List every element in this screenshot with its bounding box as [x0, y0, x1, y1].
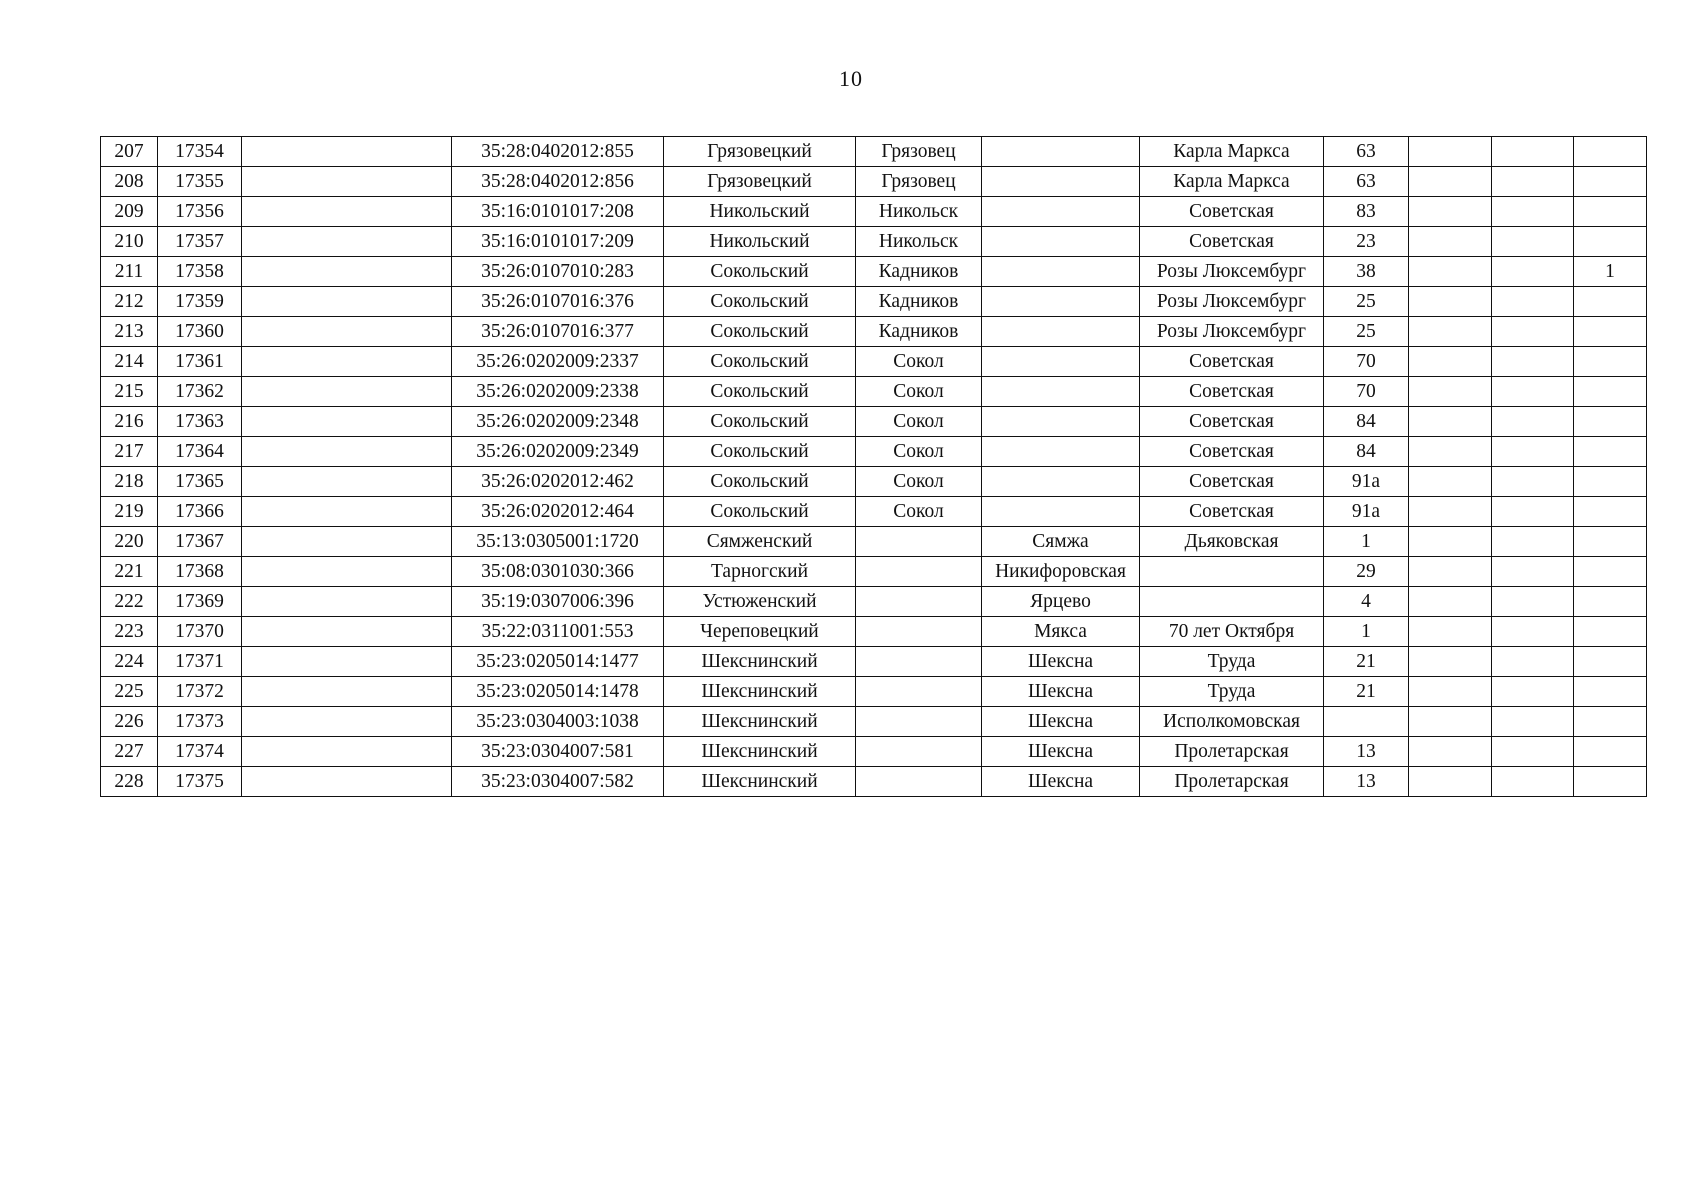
settlement-cell — [982, 137, 1140, 167]
extra-cell-3 — [1574, 557, 1647, 587]
street-cell: Советская — [1140, 497, 1324, 527]
row-number-cell: 212 — [101, 287, 158, 317]
city-cell: Кадников — [856, 317, 982, 347]
blank-cell — [242, 437, 452, 467]
settlement-cell — [982, 437, 1140, 467]
extra-cell-1 — [1409, 617, 1492, 647]
object-id-cell: 17375 — [158, 767, 242, 797]
extra-cell-2 — [1492, 227, 1574, 257]
extra-cell-3 — [1574, 647, 1647, 677]
row-number-cell: 225 — [101, 677, 158, 707]
blank-cell — [242, 227, 452, 257]
extra-cell-3 — [1574, 227, 1647, 257]
extra-cell-2 — [1492, 617, 1574, 647]
object-id-cell: 17367 — [158, 527, 242, 557]
cadastral-number-cell: 35:16:0101017:208 — [452, 197, 664, 227]
extra-cell-1 — [1409, 707, 1492, 737]
city-cell: Сокол — [856, 497, 982, 527]
extra-cell-1 — [1409, 587, 1492, 617]
blank-cell — [242, 767, 452, 797]
district-cell: Шекснинский — [664, 647, 856, 677]
extra-cell-2 — [1492, 257, 1574, 287]
extra-cell-1 — [1409, 257, 1492, 287]
city-cell: Грязовец — [856, 167, 982, 197]
row-number-cell: 208 — [101, 167, 158, 197]
city-cell: Сокол — [856, 377, 982, 407]
table-row — [101, 527, 1647, 557]
settlement-cell: Шексна — [982, 707, 1140, 737]
street-cell: Советская — [1140, 347, 1324, 377]
cadastral-number-cell: 35:26:0202009:2338 — [452, 377, 664, 407]
house-number-cell: 13 — [1324, 767, 1409, 797]
extra-cell-3 — [1574, 347, 1647, 377]
blank-cell — [242, 467, 452, 497]
extra-cell-2 — [1492, 347, 1574, 377]
extra-cell-1 — [1409, 677, 1492, 707]
settlement-cell: Шексна — [982, 677, 1140, 707]
city-cell — [856, 647, 982, 677]
cadastral-number-cell: 35:26:0107016:377 — [452, 317, 664, 347]
district-cell: Шекснинский — [664, 677, 856, 707]
district-cell: Череповецкий — [664, 617, 856, 647]
district-cell: Шекснинский — [664, 737, 856, 767]
district-cell: Сокольский — [664, 377, 856, 407]
district-cell: Устюженский — [664, 587, 856, 617]
blank-cell — [242, 257, 452, 287]
cadastral-number-cell: 35:26:0202012:462 — [452, 467, 664, 497]
extra-cell-2 — [1492, 587, 1574, 617]
extra-cell-3 — [1574, 407, 1647, 437]
extra-cell-2 — [1492, 767, 1574, 797]
settlement-cell — [982, 467, 1140, 497]
extra-cell-2 — [1492, 167, 1574, 197]
row-number-cell: 222 — [101, 587, 158, 617]
street-cell: Пролетарская — [1140, 767, 1324, 797]
object-id-cell: 17357 — [158, 227, 242, 257]
blank-cell — [242, 677, 452, 707]
extra-cell-1 — [1409, 347, 1492, 377]
extra-cell-1 — [1409, 197, 1492, 227]
district-cell: Сокольский — [664, 437, 856, 467]
city-cell — [856, 557, 982, 587]
row-number-cell: 223 — [101, 617, 158, 647]
city-cell — [856, 617, 982, 647]
blank-cell — [242, 527, 452, 557]
extra-cell-3 — [1574, 617, 1647, 647]
settlement-cell: Мякса — [982, 617, 1140, 647]
street-cell: Пролетарская — [1140, 737, 1324, 767]
extra-cell-3 — [1574, 167, 1647, 197]
page-number: 10 — [839, 66, 863, 91]
extra-cell-3 — [1574, 707, 1647, 737]
city-cell: Сокол — [856, 437, 982, 467]
table-row — [101, 287, 1647, 317]
table-row — [101, 257, 1647, 287]
district-cell: Сокольский — [664, 317, 856, 347]
extra-cell-3 — [1574, 317, 1647, 347]
table-row — [101, 587, 1647, 617]
extra-cell-2 — [1492, 377, 1574, 407]
cadastral-number-cell: 35:28:0402012:855 — [452, 137, 664, 167]
extra-cell-2 — [1492, 317, 1574, 347]
settlement-cell — [982, 317, 1140, 347]
extra-cell-1 — [1409, 137, 1492, 167]
object-id-cell: 17373 — [158, 707, 242, 737]
city-cell: Никольск — [856, 227, 982, 257]
street-cell: Розы Люксембург — [1140, 257, 1324, 287]
house-number-cell: 21 — [1324, 677, 1409, 707]
blank-cell — [242, 587, 452, 617]
house-number-cell: 25 — [1324, 287, 1409, 317]
settlement-cell: Шексна — [982, 767, 1140, 797]
extra-cell-2 — [1492, 647, 1574, 677]
district-cell: Сокольский — [664, 347, 856, 377]
house-number-cell: 70 — [1324, 377, 1409, 407]
object-id-cell: 17371 — [158, 647, 242, 677]
cadastral-number-cell: 35:26:0202009:2337 — [452, 347, 664, 377]
blank-cell — [242, 707, 452, 737]
blank-cell — [242, 197, 452, 227]
table-row — [101, 737, 1647, 767]
blank-cell — [242, 167, 452, 197]
table-row — [101, 707, 1647, 737]
city-cell: Сокол — [856, 467, 982, 497]
street-cell: Карла Маркса — [1140, 137, 1324, 167]
object-id-cell: 17358 — [158, 257, 242, 287]
district-cell: Сямженский — [664, 527, 856, 557]
settlement-cell: Ярцево — [982, 587, 1140, 617]
extra-cell-3 — [1574, 587, 1647, 617]
street-cell: Исполкомовская — [1140, 707, 1324, 737]
extra-cell-1 — [1409, 767, 1492, 797]
house-number-cell: 38 — [1324, 257, 1409, 287]
row-number-cell: 218 — [101, 467, 158, 497]
row-number-cell: 220 — [101, 527, 158, 557]
district-cell: Тарногский — [664, 557, 856, 587]
settlement-cell — [982, 287, 1140, 317]
table-row — [101, 557, 1647, 587]
cadastral-number-cell: 35:26:0107016:376 — [452, 287, 664, 317]
extra-cell-3 — [1574, 467, 1647, 497]
extra-cell-1 — [1409, 167, 1492, 197]
object-id-cell: 17360 — [158, 317, 242, 347]
object-id-cell: 17356 — [158, 197, 242, 227]
extra-cell-3 — [1574, 437, 1647, 467]
house-number-cell: 21 — [1324, 647, 1409, 677]
blank-cell — [242, 617, 452, 647]
object-id-cell: 17369 — [158, 587, 242, 617]
table-row — [101, 497, 1647, 527]
street-cell: Советская — [1140, 437, 1324, 467]
house-number-cell: 91а — [1324, 497, 1409, 527]
table-row — [101, 137, 1647, 167]
table-row — [101, 437, 1647, 467]
house-number-cell — [1324, 707, 1409, 737]
blank-cell — [242, 287, 452, 317]
extra-cell-2 — [1492, 437, 1574, 467]
cadastral-number-cell: 35:23:0304003:1038 — [452, 707, 664, 737]
cadastral-number-cell: 35:19:0307006:396 — [452, 587, 664, 617]
house-number-cell: 4 — [1324, 587, 1409, 617]
street-cell: Советская — [1140, 467, 1324, 497]
extra-cell-3 — [1574, 197, 1647, 227]
extra-cell-3 — [1574, 527, 1647, 557]
object-id-cell: 17364 — [158, 437, 242, 467]
city-cell — [856, 707, 982, 737]
district-cell: Сокольский — [664, 257, 856, 287]
blank-cell — [242, 347, 452, 377]
street-cell — [1140, 557, 1324, 587]
table-row — [101, 677, 1647, 707]
blank-cell — [242, 647, 452, 677]
city-cell: Сокол — [856, 347, 982, 377]
extra-cell-2 — [1492, 197, 1574, 227]
object-id-cell: 17355 — [158, 167, 242, 197]
blank-cell — [242, 737, 452, 767]
cadastral-number-cell: 35:28:0402012:856 — [452, 167, 664, 197]
street-cell: Розы Люксембург — [1140, 317, 1324, 347]
object-id-cell: 17372 — [158, 677, 242, 707]
city-cell: Кадников — [856, 257, 982, 287]
street-cell: Труда — [1140, 677, 1324, 707]
settlement-cell — [982, 377, 1140, 407]
row-number-cell: 211 — [101, 257, 158, 287]
house-number-cell: 70 — [1324, 347, 1409, 377]
extra-cell-2 — [1492, 407, 1574, 437]
table-row — [101, 617, 1647, 647]
house-number-cell: 1 — [1324, 617, 1409, 647]
extra-cell-3 — [1574, 287, 1647, 317]
extra-cell-2 — [1492, 677, 1574, 707]
extra-cell-1 — [1409, 317, 1492, 347]
street-cell: 70 лет Октября — [1140, 617, 1324, 647]
settlement-cell — [982, 407, 1140, 437]
object-id-cell: 17374 — [158, 737, 242, 767]
extra-cell-3 — [1574, 737, 1647, 767]
city-cell — [856, 677, 982, 707]
street-cell: Карла Маркса — [1140, 167, 1324, 197]
row-number-cell: 226 — [101, 707, 158, 737]
district-cell: Шекснинский — [664, 707, 856, 737]
object-id-cell: 17362 — [158, 377, 242, 407]
settlement-cell — [982, 197, 1140, 227]
extra-cell-1 — [1409, 557, 1492, 587]
street-cell: Советская — [1140, 227, 1324, 257]
extra-cell-2 — [1492, 467, 1574, 497]
district-cell: Грязовецкий — [664, 167, 856, 197]
extra-cell-3 — [1574, 497, 1647, 527]
extra-cell-3 — [1574, 677, 1647, 707]
district-cell: Шекснинский — [664, 767, 856, 797]
extra-cell-2 — [1492, 287, 1574, 317]
extra-cell-1 — [1409, 467, 1492, 497]
district-cell: Сокольский — [664, 467, 856, 497]
row-number-cell: 213 — [101, 317, 158, 347]
extra-cell-2 — [1492, 137, 1574, 167]
settlement-cell: Шексна — [982, 737, 1140, 767]
cadastral-number-cell: 35:26:0202009:2349 — [452, 437, 664, 467]
table-row — [101, 377, 1647, 407]
cadastral-number-cell: 35:08:0301030:366 — [452, 557, 664, 587]
district-cell: Никольский — [664, 227, 856, 257]
house-number-cell: 63 — [1324, 167, 1409, 197]
table-row — [101, 317, 1647, 347]
object-id-cell: 17359 — [158, 287, 242, 317]
object-id-cell: 17365 — [158, 467, 242, 497]
cadastral-number-cell: 35:23:0205014:1478 — [452, 677, 664, 707]
house-number-cell: 23 — [1324, 227, 1409, 257]
cadastral-number-cell: 35:22:0311001:553 — [452, 617, 664, 647]
extra-cell-1 — [1409, 437, 1492, 467]
object-id-cell: 17370 — [158, 617, 242, 647]
table-row — [101, 227, 1647, 257]
extra-cell-2 — [1492, 527, 1574, 557]
city-cell: Никольск — [856, 197, 982, 227]
district-cell: Сокольский — [664, 497, 856, 527]
house-number-cell: 83 — [1324, 197, 1409, 227]
extra-cell-1 — [1409, 527, 1492, 557]
registry-body — [101, 137, 1647, 797]
district-cell: Никольский — [664, 197, 856, 227]
registry-table — [100, 136, 1647, 797]
extra-cell-1 — [1409, 497, 1492, 527]
row-number-cell: 224 — [101, 647, 158, 677]
extra-cell-3 — [1574, 377, 1647, 407]
extra-cell-2 — [1492, 497, 1574, 527]
street-cell: Советская — [1140, 197, 1324, 227]
city-cell — [856, 587, 982, 617]
blank-cell — [242, 557, 452, 587]
house-number-cell: 63 — [1324, 137, 1409, 167]
settlement-cell — [982, 497, 1140, 527]
object-id-cell: 17354 — [158, 137, 242, 167]
object-id-cell: 17361 — [158, 347, 242, 377]
house-number-cell: 13 — [1324, 737, 1409, 767]
cadastral-number-cell: 35:23:0205014:1477 — [452, 647, 664, 677]
extra-cell-3 — [1574, 137, 1647, 167]
row-number-cell: 209 — [101, 197, 158, 227]
blank-cell — [242, 137, 452, 167]
object-id-cell: 17368 — [158, 557, 242, 587]
house-number-cell: 29 — [1324, 557, 1409, 587]
city-cell — [856, 527, 982, 557]
row-number-cell: 207 — [101, 137, 158, 167]
city-cell: Кадников — [856, 287, 982, 317]
settlement-cell — [982, 167, 1140, 197]
table-row — [101, 197, 1647, 227]
cadastral-number-cell: 35:26:0202009:2348 — [452, 407, 664, 437]
extra-cell-3 — [1574, 767, 1647, 797]
cadastral-number-cell: 35:13:0305001:1720 — [452, 527, 664, 557]
cadastral-number-cell: 35:23:0304007:581 — [452, 737, 664, 767]
street-cell: Труда — [1140, 647, 1324, 677]
blank-cell — [242, 497, 452, 527]
extra-cell-1 — [1409, 377, 1492, 407]
city-cell — [856, 767, 982, 797]
district-cell: Грязовецкий — [664, 137, 856, 167]
house-number-cell: 84 — [1324, 437, 1409, 467]
row-number-cell: 210 — [101, 227, 158, 257]
blank-cell — [242, 317, 452, 347]
house-number-cell: 84 — [1324, 407, 1409, 437]
extra-cell-1 — [1409, 647, 1492, 677]
settlement-cell: Сямжа — [982, 527, 1140, 557]
street-cell: Дьяковская — [1140, 527, 1324, 557]
street-cell: Советская — [1140, 407, 1324, 437]
district-cell: Сокольский — [664, 287, 856, 317]
row-number-cell: 221 — [101, 557, 158, 587]
extra-cell-1 — [1409, 287, 1492, 317]
cadastral-number-cell: 35:26:0202012:464 — [452, 497, 664, 527]
row-number-cell: 214 — [101, 347, 158, 377]
cadastral-number-cell: 35:26:0107010:283 — [452, 257, 664, 287]
settlement-cell: Никифоровская — [982, 557, 1140, 587]
city-cell — [856, 737, 982, 767]
object-id-cell: 17363 — [158, 407, 242, 437]
city-cell: Грязовец — [856, 137, 982, 167]
district-cell: Сокольский — [664, 407, 856, 437]
row-number-cell: 215 — [101, 377, 158, 407]
settlement-cell — [982, 347, 1140, 377]
cadastral-number-cell: 35:16:0101017:209 — [452, 227, 664, 257]
street-cell: Розы Люксембург — [1140, 287, 1324, 317]
settlement-cell — [982, 257, 1140, 287]
extra-cell-3: 1 — [1574, 257, 1647, 287]
table-row — [101, 767, 1647, 797]
extra-cell-1 — [1409, 407, 1492, 437]
extra-cell-2 — [1492, 557, 1574, 587]
street-cell — [1140, 587, 1324, 617]
row-number-cell: 217 — [101, 437, 158, 467]
city-cell: Сокол — [856, 407, 982, 437]
extra-cell-1 — [1409, 737, 1492, 767]
house-number-cell: 25 — [1324, 317, 1409, 347]
table-row — [101, 407, 1647, 437]
blank-cell — [242, 407, 452, 437]
table-row — [101, 647, 1647, 677]
blank-cell — [242, 377, 452, 407]
extra-cell-1 — [1409, 227, 1492, 257]
house-number-cell: 91а — [1324, 467, 1409, 497]
cadastral-number-cell: 35:23:0304007:582 — [452, 767, 664, 797]
settlement-cell: Шексна — [982, 647, 1140, 677]
settlement-cell — [982, 227, 1140, 257]
row-number-cell: 216 — [101, 407, 158, 437]
row-number-cell: 219 — [101, 497, 158, 527]
extra-cell-2 — [1492, 737, 1574, 767]
extra-cell-2 — [1492, 707, 1574, 737]
street-cell: Советская — [1140, 377, 1324, 407]
row-number-cell: 228 — [101, 767, 158, 797]
object-id-cell: 17366 — [158, 497, 242, 527]
table-row — [101, 167, 1647, 197]
table-row — [101, 467, 1647, 497]
table-row — [101, 347, 1647, 377]
row-number-cell: 227 — [101, 737, 158, 767]
house-number-cell: 1 — [1324, 527, 1409, 557]
